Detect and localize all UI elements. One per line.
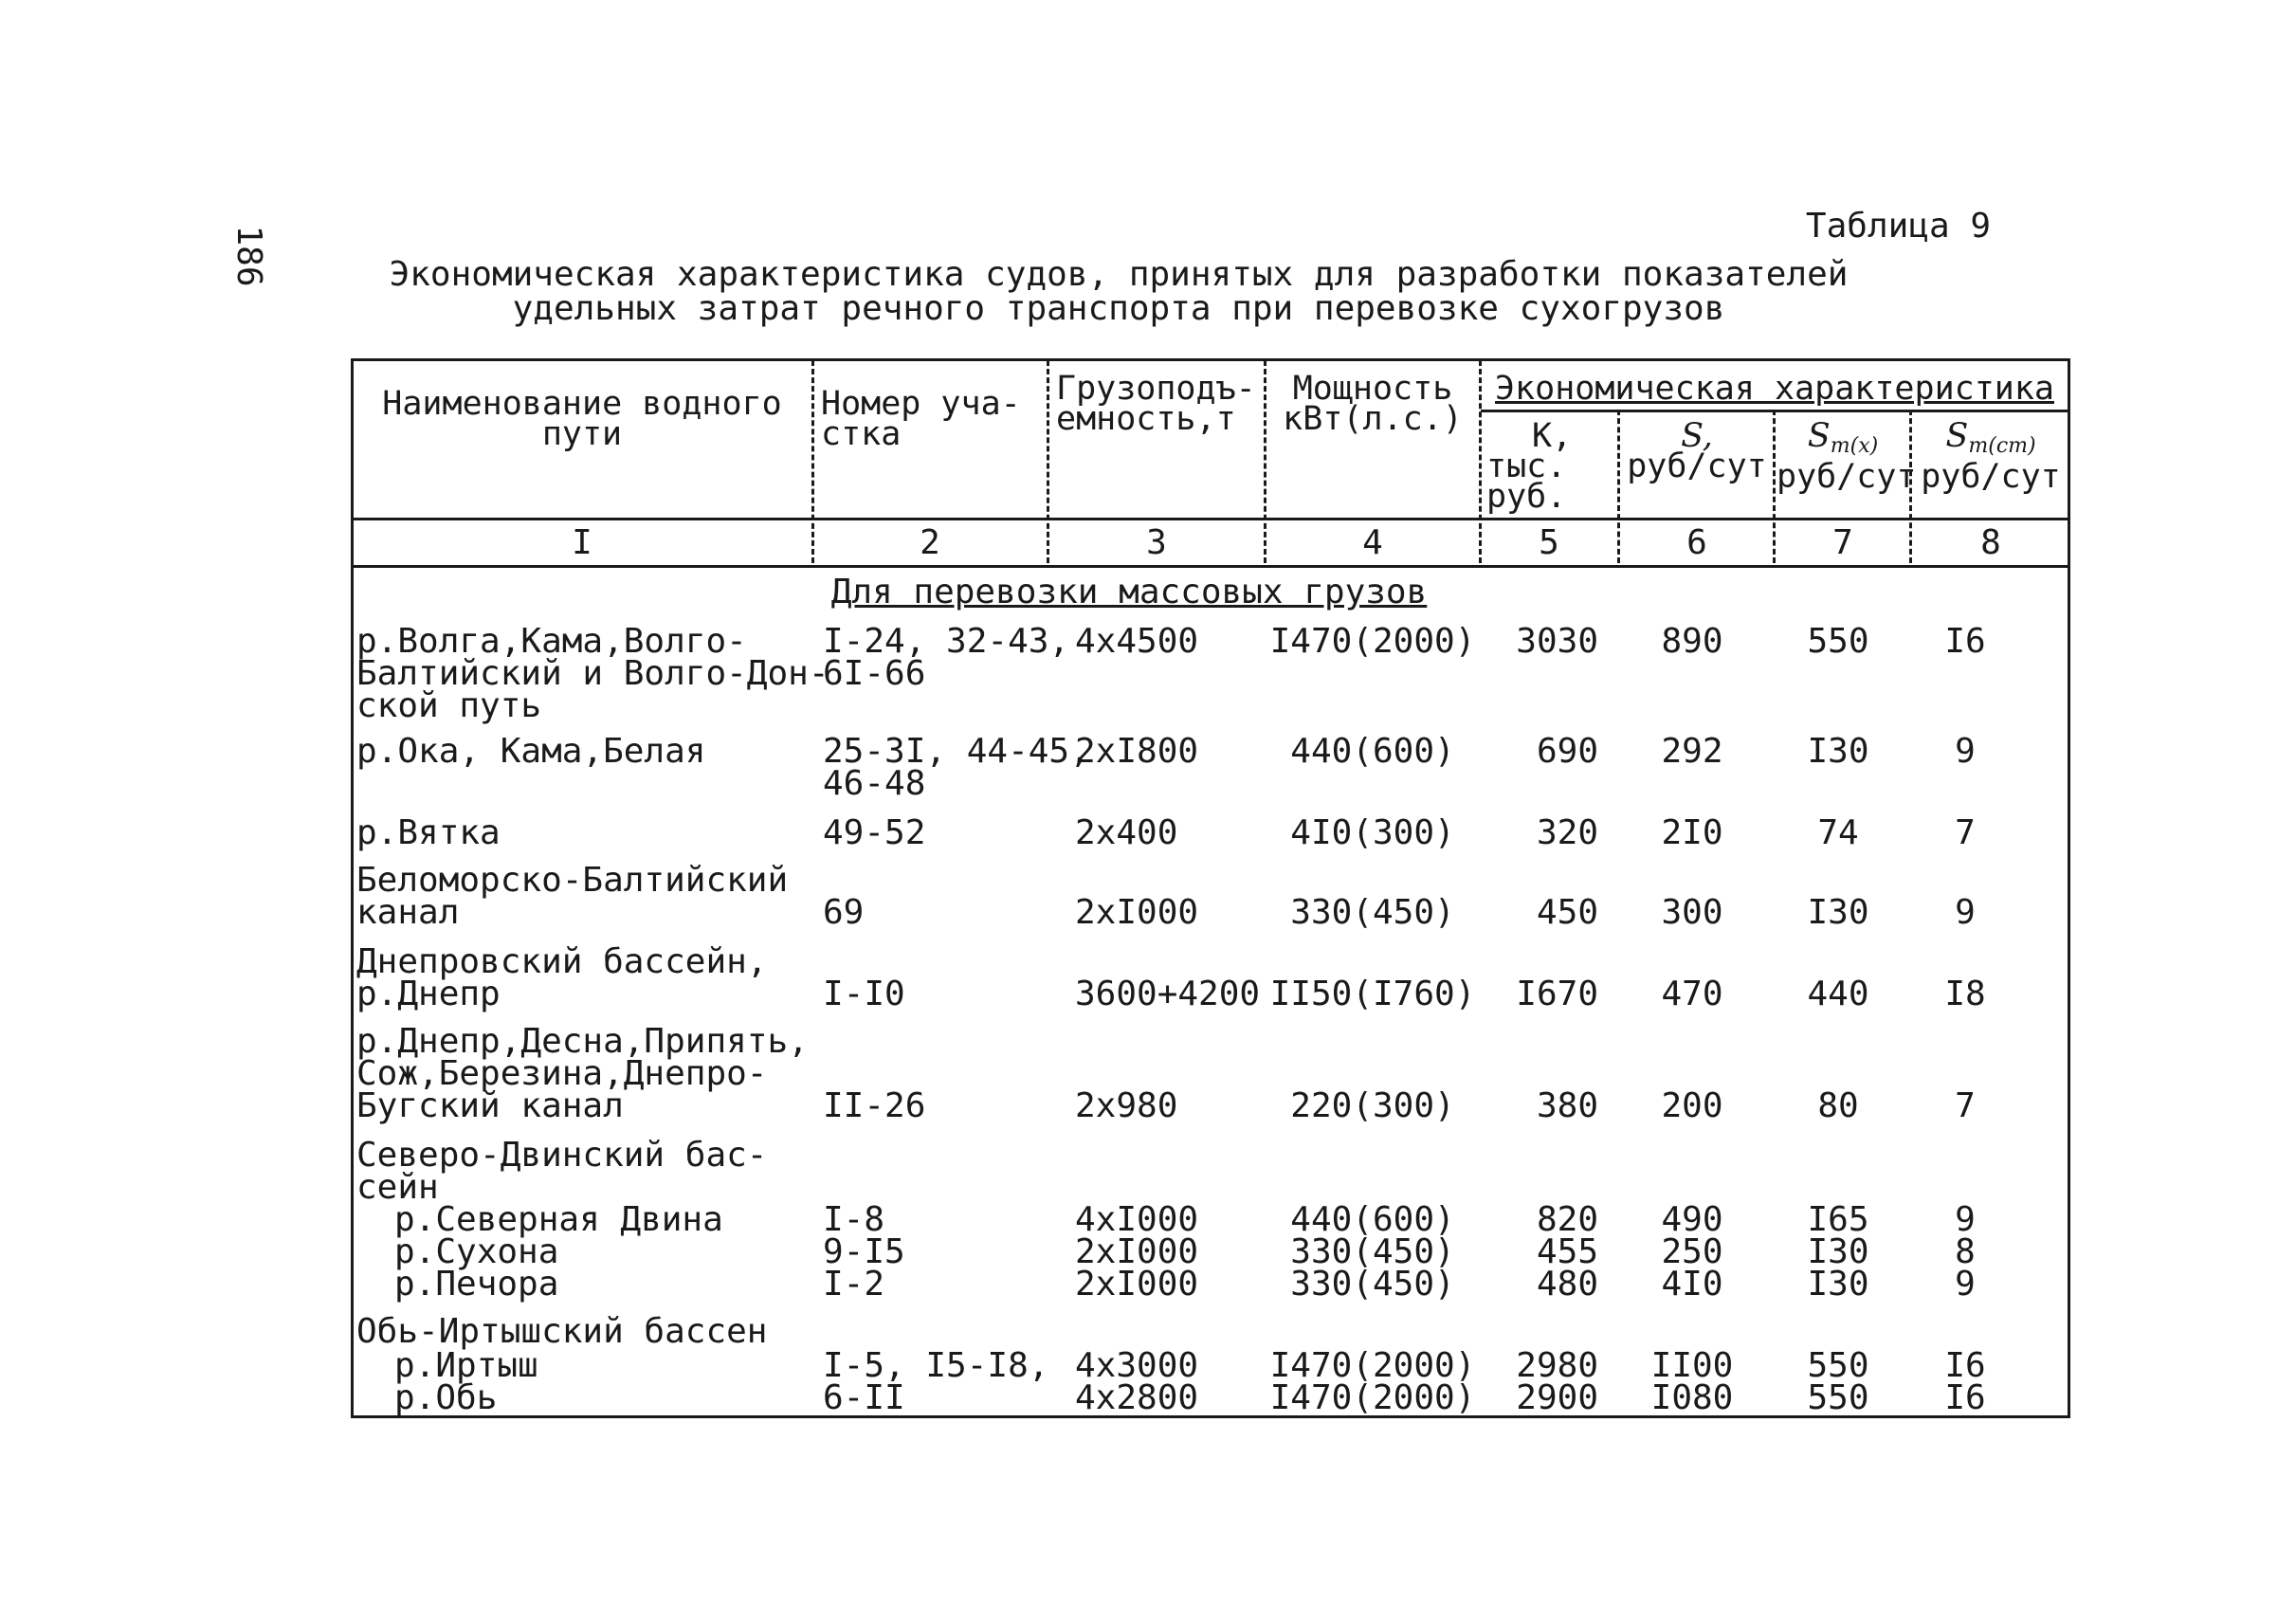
waterway-name: р.Обь <box>394 1378 498 1417</box>
header-power-line2: кВт(л.с.) <box>1283 400 1463 438</box>
header-stx-unit: руб/сут <box>1777 458 1917 496</box>
header-s <box>1621 417 1773 485</box>
waterway-name: р.Волга,Кама,Волго- <box>356 622 747 661</box>
cell-stx: I30 <box>1807 732 1869 771</box>
stx-s: S <box>1807 417 1831 455</box>
cell-power: 440(600) <box>1290 732 1455 771</box>
waterway-name: Северо-Двинский бас- <box>356 1136 768 1175</box>
cell-k: I670 <box>1516 975 1598 1013</box>
col-separator-3 <box>1264 360 1266 563</box>
cell-stst: I6 <box>1944 1346 1986 1385</box>
waterway-name: р.Вятка <box>356 813 501 852</box>
waterway-name: р.Северная Двина <box>394 1200 723 1239</box>
cell-s: 250 <box>1661 1232 1723 1271</box>
cell-capacity: 2xI800 <box>1075 732 1199 771</box>
cell-k: 455 <box>1536 1232 1598 1271</box>
cell-power: 440(600) <box>1290 1200 1455 1239</box>
col-separator-2 <box>1047 360 1049 563</box>
table-label: Таблица 9 <box>1805 207 1991 246</box>
section-number: 25-3I, 44-45, <box>823 732 1090 771</box>
header-s-unit: руб/сут <box>1627 447 1767 485</box>
stx-sub: т(х) <box>1830 434 1879 458</box>
cell-stst: I6 <box>1944 1378 1986 1417</box>
header-k-line2: тыс. <box>1486 447 1567 485</box>
waterway-name: р.Ока, Кама,Белая <box>356 732 706 771</box>
cell-capacity: 2xI000 <box>1075 1232 1199 1271</box>
cell-stst: I6 <box>1944 622 1986 661</box>
cell-k: 820 <box>1536 1200 1598 1239</box>
header-k <box>1486 417 1573 516</box>
waterway-name: канал <box>356 893 460 932</box>
waterway-name: ской путь <box>356 686 542 725</box>
header-stst-unit: руб/сут <box>1921 458 2061 496</box>
waterway-name: Обь-Иртышский бассен <box>356 1312 768 1351</box>
section-number: 46-48 <box>823 764 926 803</box>
section-number: 9-I5 <box>823 1232 905 1271</box>
cell-capacity: 2xI000 <box>1075 1265 1199 1304</box>
header-capacity <box>1056 370 1256 438</box>
header-stx-symbol <box>1777 417 1909 462</box>
header-k-line3: руб. <box>1486 478 1567 516</box>
header-capacity-line2: емность,т <box>1056 400 1236 438</box>
cell-s: I080 <box>1650 1378 1734 1417</box>
header-stst <box>1913 417 2068 496</box>
section-number: I-2 <box>823 1265 885 1304</box>
header-capacity-line1: Грузоподъ- <box>1056 370 1256 408</box>
header-section-line1: Номер уча- <box>821 385 1021 423</box>
cell-s: 292 <box>1661 732 1723 771</box>
header-s-symbol: S, <box>1681 417 1713 455</box>
cell-s: 200 <box>1661 1086 1723 1125</box>
cell-stst: 7 <box>1955 813 1976 852</box>
stst-s: S <box>1945 417 1969 455</box>
cell-stst: 9 <box>1955 1265 1976 1304</box>
waterway-name: Днепровский бассейн, <box>356 942 768 981</box>
waterway-name: р.Днепр <box>356 975 501 1013</box>
cell-stx: I30 <box>1807 893 1869 932</box>
cell-s: 300 <box>1661 893 1723 932</box>
section-number: 6I-66 <box>823 654 926 693</box>
cell-k: 480 <box>1536 1265 1598 1304</box>
cell-k: 380 <box>1536 1086 1598 1125</box>
title-line-1: Экономическая характеристика судов, принятых для разработки показателей <box>389 255 1849 294</box>
cell-s: 890 <box>1661 622 1723 661</box>
cell-s: 4I0 <box>1661 1265 1723 1304</box>
col-number-2: 2 <box>920 523 940 562</box>
cell-k: 690 <box>1536 732 1598 771</box>
header-power-line1: Мощность <box>1292 370 1453 408</box>
cell-stst: 9 <box>1955 1200 1976 1239</box>
col-number-8: 8 <box>1980 523 2001 562</box>
col-number-1: I <box>572 523 592 562</box>
cell-k: 320 <box>1536 813 1598 852</box>
col-separator-5 <box>1617 410 1620 563</box>
section-number: I-I0 <box>823 975 905 1013</box>
header-power <box>1268 370 1477 438</box>
cell-power: I470(2000) <box>1269 1378 1476 1417</box>
header-waterway-line1: Наименование водного <box>382 385 782 423</box>
cell-capacity: 2x980 <box>1075 1086 1178 1125</box>
section-number: I-8 <box>823 1200 885 1239</box>
section-number: I-24, 32-43, <box>823 622 1070 661</box>
cell-stst: 7 <box>1955 1086 1976 1125</box>
cell-power: II50(I760) <box>1269 975 1476 1013</box>
header-section-number <box>821 385 1021 453</box>
cell-capacity: 4x4500 <box>1075 622 1199 661</box>
cell-k: 3030 <box>1516 622 1598 661</box>
cell-capacity: 2x400 <box>1075 813 1178 852</box>
section-number: II-26 <box>823 1086 926 1125</box>
cell-stx: 80 <box>1817 1086 1859 1125</box>
waterway-name: р.Иртыш <box>394 1346 538 1385</box>
header-k-line1: К, <box>1532 417 1573 455</box>
header-waterway <box>356 385 808 453</box>
waterway-name: р.Днепр,Десна,Припять, <box>356 1022 809 1061</box>
waterway-name: р.Печора <box>394 1265 559 1304</box>
cell-k: 2900 <box>1516 1378 1598 1417</box>
col-number-4: 4 <box>1362 523 1383 562</box>
col-number-7: 7 <box>1832 523 1853 562</box>
cell-capacity: 2xI000 <box>1075 893 1199 932</box>
cell-s: 470 <box>1661 975 1723 1013</box>
cell-stx: I30 <box>1807 1265 1869 1304</box>
column-number-rule <box>354 565 2068 568</box>
table-title <box>360 255 1877 328</box>
cell-stx: I65 <box>1807 1200 1869 1239</box>
cell-power: I470(2000) <box>1269 1346 1476 1385</box>
header-section-line2: стка <box>821 415 902 453</box>
cell-power: 330(450) <box>1290 1265 1455 1304</box>
header-bottom-rule <box>354 518 2068 520</box>
cell-power: 220(300) <box>1290 1086 1455 1125</box>
header-waterway-line2: пути <box>541 415 623 453</box>
title-line-2: удельных затрат речного транспорта при перевозке сухогрузов <box>512 289 1725 328</box>
cell-s: 490 <box>1661 1200 1723 1239</box>
waterway-name: сейн <box>356 1168 439 1207</box>
cell-capacity: 4xI000 <box>1075 1200 1199 1239</box>
header-stst-symbol <box>1913 417 2068 462</box>
cell-s: II00 <box>1650 1346 1734 1385</box>
cell-capacity: 3600+4200 <box>1075 975 1261 1013</box>
header-econ-group: Экономическая характеристика <box>1494 370 2054 408</box>
cell-stx: 550 <box>1807 1378 1869 1417</box>
col-number-5: 5 <box>1539 523 1559 562</box>
cell-capacity: 4x3000 <box>1075 1346 1199 1385</box>
cell-stx: 74 <box>1817 813 1859 852</box>
waterway-name: Беломорско-Балтийский <box>356 861 789 900</box>
cell-stst: 9 <box>1955 732 1976 771</box>
cell-s: 2I0 <box>1661 813 1723 852</box>
section-number: 49-52 <box>823 813 926 852</box>
col-separator-6 <box>1773 410 1776 563</box>
cell-stx: 550 <box>1807 1346 1869 1385</box>
header-stx <box>1777 417 1917 496</box>
section-number: 69 <box>823 893 865 932</box>
col-separator-1 <box>811 360 814 563</box>
col-separator-4 <box>1479 360 1482 563</box>
section-number: 6-II <box>823 1378 905 1417</box>
stst-sub: т(ст) <box>1968 434 2036 458</box>
cell-power: I470(2000) <box>1269 622 1476 661</box>
cell-stx: I30 <box>1807 1232 1869 1271</box>
page-number: 186 <box>229 225 268 287</box>
cell-stst: I8 <box>1944 975 1986 1013</box>
cell-power: 330(450) <box>1290 1232 1455 1271</box>
cell-stx: 440 <box>1807 975 1869 1013</box>
waterway-name: Балтийский и Волго-Дон- <box>356 654 829 693</box>
section-number: I-5, I5-I8, <box>823 1346 1049 1385</box>
cell-stst: 8 <box>1955 1232 1976 1271</box>
cell-power: 330(450) <box>1290 893 1455 932</box>
waterway-name: Бугский канал <box>356 1086 624 1125</box>
cell-stx: 550 <box>1807 622 1869 661</box>
col-number-6: 6 <box>1686 523 1707 562</box>
waterway-name: Сож,Березина,Днепро- <box>356 1054 768 1093</box>
cell-k: 450 <box>1536 893 1598 932</box>
cell-power: 4I0(300) <box>1290 813 1455 852</box>
col-number-3: 3 <box>1146 523 1167 562</box>
section-title: Для перевозки массовых грузов <box>830 573 1428 611</box>
waterway-name: р.Сухона <box>394 1232 559 1271</box>
cell-capacity: 4x2800 <box>1075 1378 1199 1417</box>
cell-k: 2980 <box>1516 1346 1598 1385</box>
cell-stst: 9 <box>1955 893 1976 932</box>
